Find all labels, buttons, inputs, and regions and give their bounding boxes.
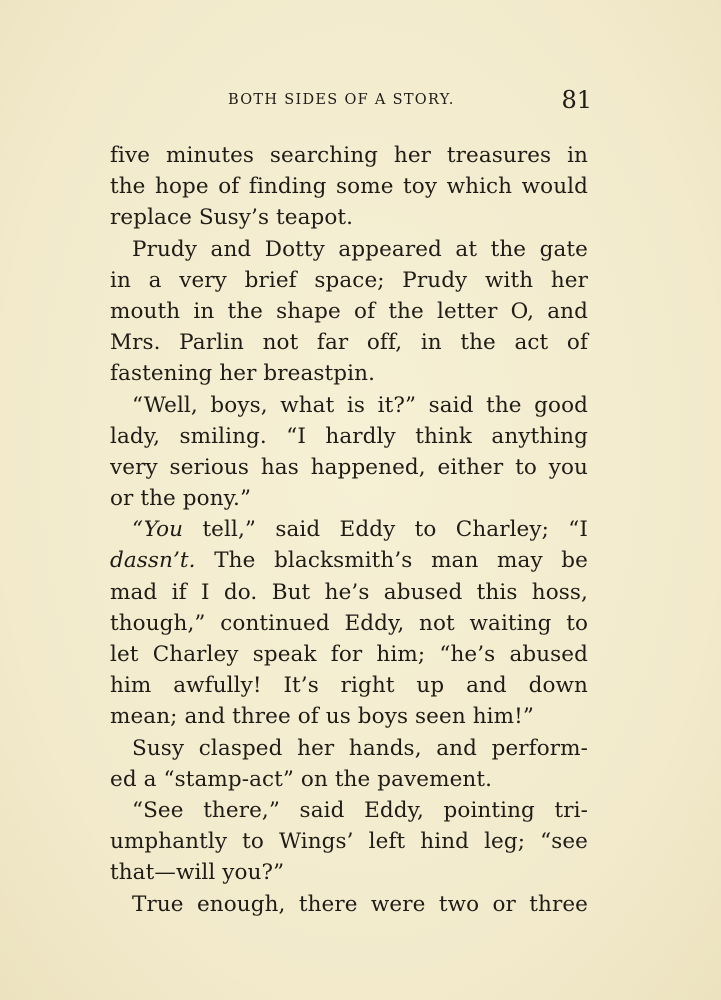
text-line: mean; and three of us boys seen him!” [110, 704, 534, 730]
text-line: let Charley speak for him; “he’s abused [110, 642, 588, 667]
text-line: that—will you?” [110, 860, 285, 886]
text-line: very serious has happened, either to you [110, 454, 588, 480]
text-line: dassn’t. The blacksmith’s man may be [110, 548, 588, 574]
text-line: though,” continued Eddy, not waiting to [110, 610, 588, 636]
text-line: ed a “stamp-act” on the pavement. [110, 766, 493, 792]
text-line: mouth in the shape of the letter O, and [110, 298, 588, 324]
text-line: Mrs. Parlin not far off, in the act of [110, 330, 588, 356]
text-line: replace Susy’s teapot. [110, 205, 354, 231]
text-line: fastening her breastpin. [110, 361, 375, 387]
page-number: 81 [561, 86, 592, 114]
text-line: “Well, boys, what is it?” said the good [132, 392, 588, 418]
text-line: “See there,” said Eddy, pointing tri- [132, 797, 588, 823]
text-line: True enough, there were two or three [132, 891, 588, 917]
text-line: or the pony.” [110, 486, 252, 512]
text-line: umphantly to Wings’ left hind leg; “see [110, 829, 588, 855]
text-line: in a very brief space; Prudy with her [110, 267, 588, 293]
body-text [110, 140, 588, 920]
text-line: “You tell,” said Eddy to Charley; “I [132, 517, 588, 543]
text-line: Susy clasped her hands, and perform- [132, 735, 588, 761]
page-header [110, 86, 590, 116]
running-head: BOTH SIDES OF A STORY. [228, 92, 455, 108]
text-line: lady, smiling. “I hardly think anything [110, 423, 588, 449]
text-line: five minutes searching her treasures in [110, 143, 588, 168]
text-line: Prudy and Dotty appeared at the gate [132, 236, 588, 262]
text-line: him awfully! It’s right up and down [110, 673, 588, 699]
text-line: the hope of finding some toy which would [110, 174, 588, 200]
text-line: mad if I do. But he’s abused this hoss, [110, 579, 588, 605]
